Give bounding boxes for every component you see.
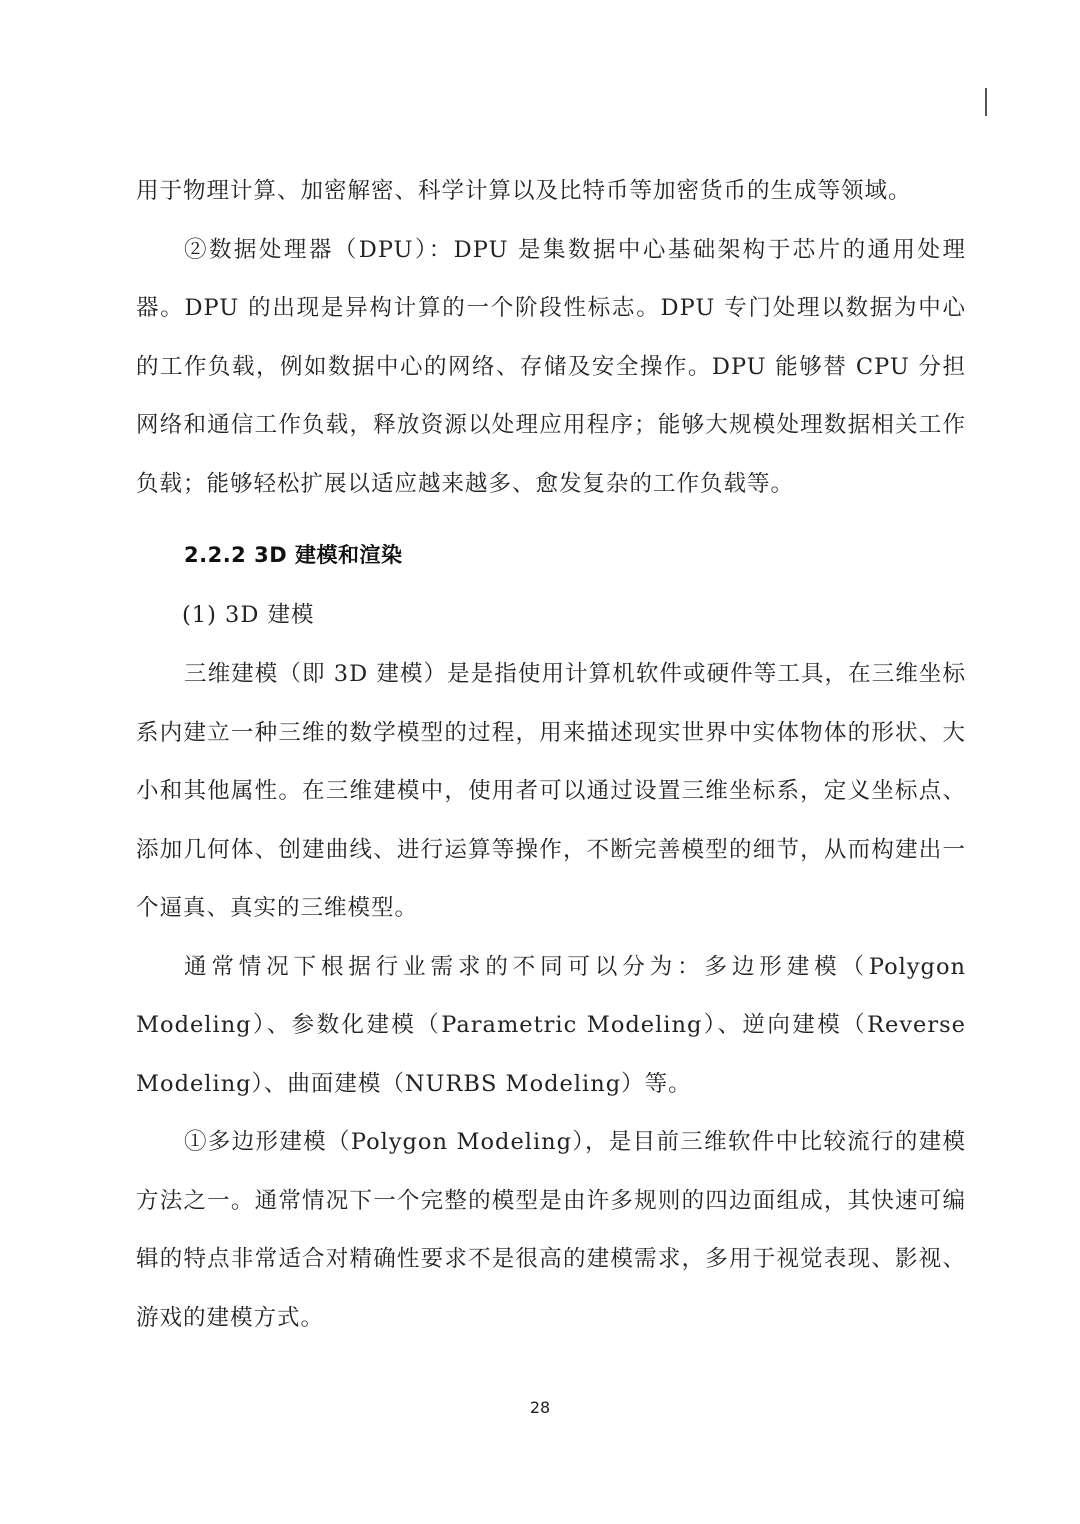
paragraph-polygon-modeling: ①多边形建模（Polygon Modeling），是目前三维软件中比较流行的建模方法之一。通常情况下一个完整的模型是由许多规则的四边面组成，其快速可编辑的特点非常适合对精确性要求不是很高的建模需求，多用于视觉表现、影视、游戏的建模方式。 [136, 1129, 966, 1331]
paragraph-dpu: ②数据处理器（DPU）：DPU 是集数据中心基础架构于芯片的通用处理器。DPU 的出现是异构计算的一个阶段性标志。DPU 专门处理以数据为中心的工作负载，例如数据中心的网络、存储及安全操作。DPU 能够替 CPU 分担网络和通信工作负载，释放资源以处理应用程序；能够大规模处理数据相关工作负载；能够轻松扩展以适应越来越多、愈发复杂的工作负载等。 [136, 236, 966, 497]
page-content [136, 162, 966, 1347]
paragraph-modeling-types: 通常情况下根据行业需求的不同可以分为：多边形建模（Polygon Modeling）、参数化建模（Parametric Modeling）、逆向建模（Reverse Modeling）、曲面建模（NURBS Modeling）等。 [136, 953, 966, 1097]
subsection-heading: (1) 3D 建模 [182, 602, 315, 628]
section-heading: 2.2.2 3D 建模和渲染 [184, 543, 403, 567]
page-number: 28 [529, 1398, 551, 1417]
paragraph-3d-modeling-definition: 三维建模（即 3D 建模）是是指使用计算机软件或硬件等工具，在三维坐标系内建立一种三维的数学模型的过程，用来描述现实世界中实体物体的形状、大小和其他属性。在三维建模中，使用者可以通过设置三维坐标系，定义坐标点、添加几何体、创建曲线、进行运算等操作，不断完善模型的细节，从而构建出一个逼真、真实的三维模型。 [136, 661, 966, 921]
paragraph-continuation: 用于物理计算、加密解密、科学计算以及比特币等加密货币的生成等领域。 [136, 178, 912, 204]
header-corner-mark [985, 88, 987, 116]
